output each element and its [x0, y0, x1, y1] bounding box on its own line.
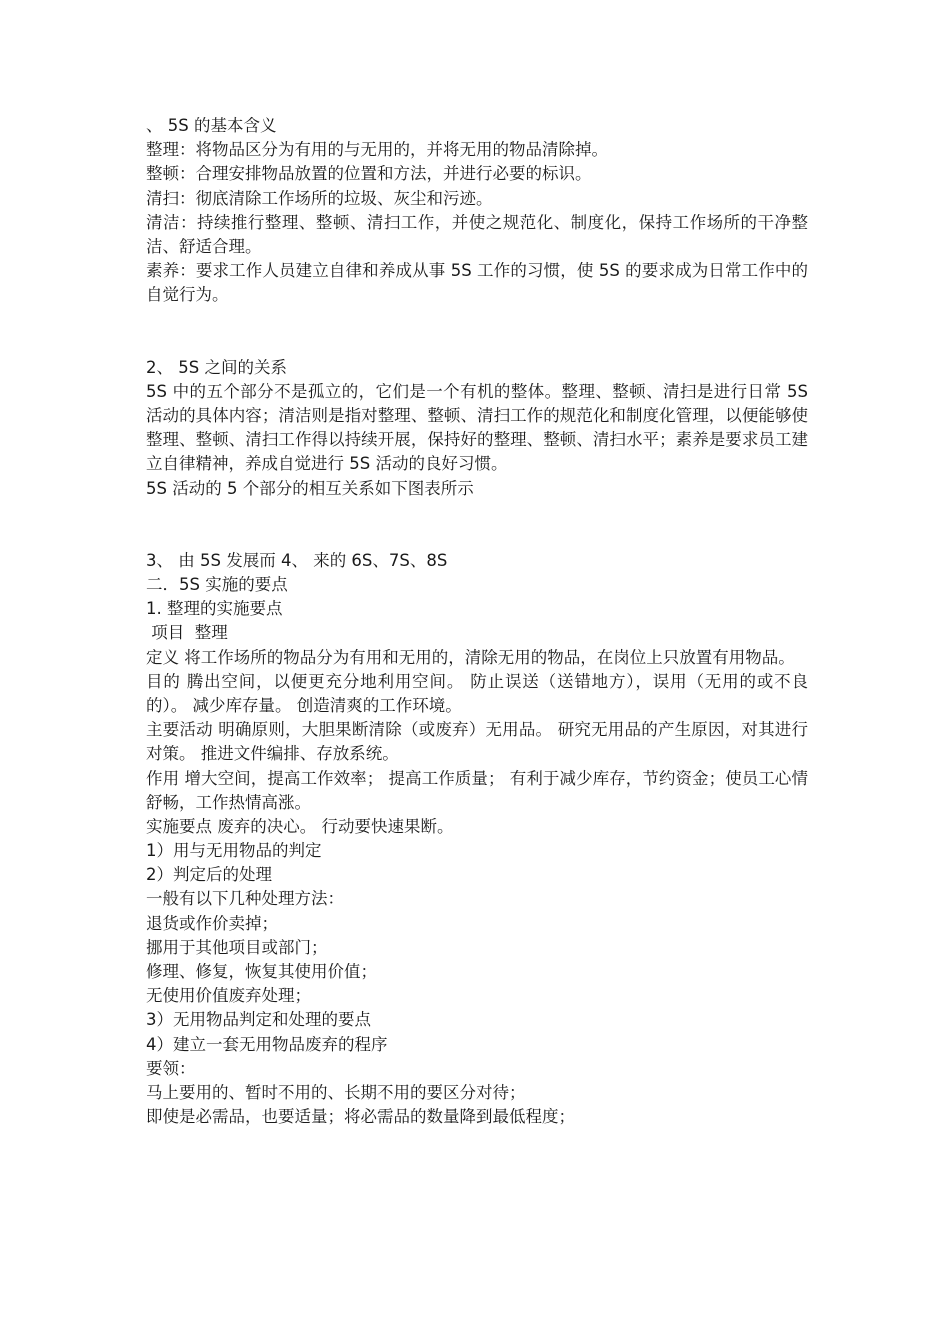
definition-seiton: 整顿：合理安排物品放置的位置和方法，并进行必要的标识。 — [146, 164, 592, 184]
heading-implementation: 二．5S 实施的要点 — [146, 574, 288, 594]
list-item: 3）无用物品判定和处理的要点 — [146, 1010, 371, 1030]
table-row-definition: 定义 将工作场所的物品分为有用和无用的，清除无用的物品，在岗位上只放置有用物品。 — [146, 647, 795, 667]
section-2-note: 5S 活动的 5 个部分的相互关系如下图表所示 — [146, 478, 474, 498]
section-2-title: 2、 5S 之间的关系 — [146, 357, 287, 377]
definition-seiso: 清扫：彻底清除工作场所的垃圾、灰尘和污迹。 — [146, 188, 493, 208]
list-item: 1）用与无用物品的判定 — [146, 841, 322, 861]
list-item: 马上要用的、暂时不用的、长期不用的要区分对待； — [146, 1082, 526, 1102]
table-header: 项目 整理 — [146, 623, 228, 643]
list-item: 退货或作价卖掉； — [146, 913, 278, 933]
list-item: 要领： — [146, 1058, 196, 1078]
definition-shitsuke: 素养：要求工作人员建立自律和养成从事 5S 工作的习惯，使 5S 的要求成为日常工作中的自觉行为。 — [146, 261, 808, 305]
list-item: 2）判定后的处理 — [146, 865, 272, 885]
list-item: 4）建立一套无用物品废弃的程序 — [146, 1034, 388, 1054]
list-item: 即使是必需品，也要适量；将必需品的数量降到最低程度； — [146, 1107, 575, 1127]
table-row-purpose: 目的 腾出空间，以便更充分地利用空间。 防止误送（送错地方），误用（无用的或不良的）。 减少库存量。 创造清爽的工作环境。 — [146, 671, 808, 715]
table-row-activities: 主要活动 明确原则，大胆果断清除（或废弃）无用品。 研究无用品的产生原因，对其进行对策。 推进文件编排、存放系统。 — [146, 720, 808, 764]
section-2-paragraph: 5S 中的五个部分不是孤立的，它们是一个有机的整体。整理、整顿、清扫是进行日常 5S 活动的具体内容；清洁则是指对整理、整顿、清扫工作的规范化和制度化管理，以便能够使整理、整顿、清扫工作得以持续开展，保持好的整理、整顿、清扫水平；素养是要求员工建立自律精神，养成自觉进行 5S 活动的良好习惯。 — [146, 381, 808, 474]
table-row-key-points: 实施要点 废弃的决心。 行动要快速果断。 — [146, 816, 454, 836]
section-3-title: 3、 由 5S 发展而 4、 来的 6S、7S、8S — [146, 550, 448, 570]
definition-seiri: 整理：将物品区分为有用的与无用的，并将无用的物品清除掉。 — [146, 140, 608, 160]
spacer — [146, 308, 808, 356]
heading-seiri-points: 1. 整理的实施要点 — [146, 599, 283, 619]
spacer — [146, 501, 808, 549]
list-item: 修理、修复，恢复其使用价值； — [146, 962, 377, 982]
section-1-title: 、 5S 的基本含义 — [146, 116, 277, 135]
list-item: 挪用于其他项目或部门； — [146, 937, 328, 957]
document-page — [146, 114, 808, 1129]
list-item: 一般有以下几种处理方法： — [146, 889, 344, 909]
definition-seiketsu: 清洁：持续推行整理、整顿、清扫工作，并使之规范化、制度化，保持工作场所的干净整洁、舒适合理。 — [146, 212, 808, 256]
table-row-effect: 作用 增大空间，提高工作效率； 提高工作质量； 有利于减少库存，节约资金；使员工心情舒畅，工作热情高涨。 — [146, 768, 808, 812]
list-item: 无使用价值废弃处理； — [146, 986, 311, 1006]
